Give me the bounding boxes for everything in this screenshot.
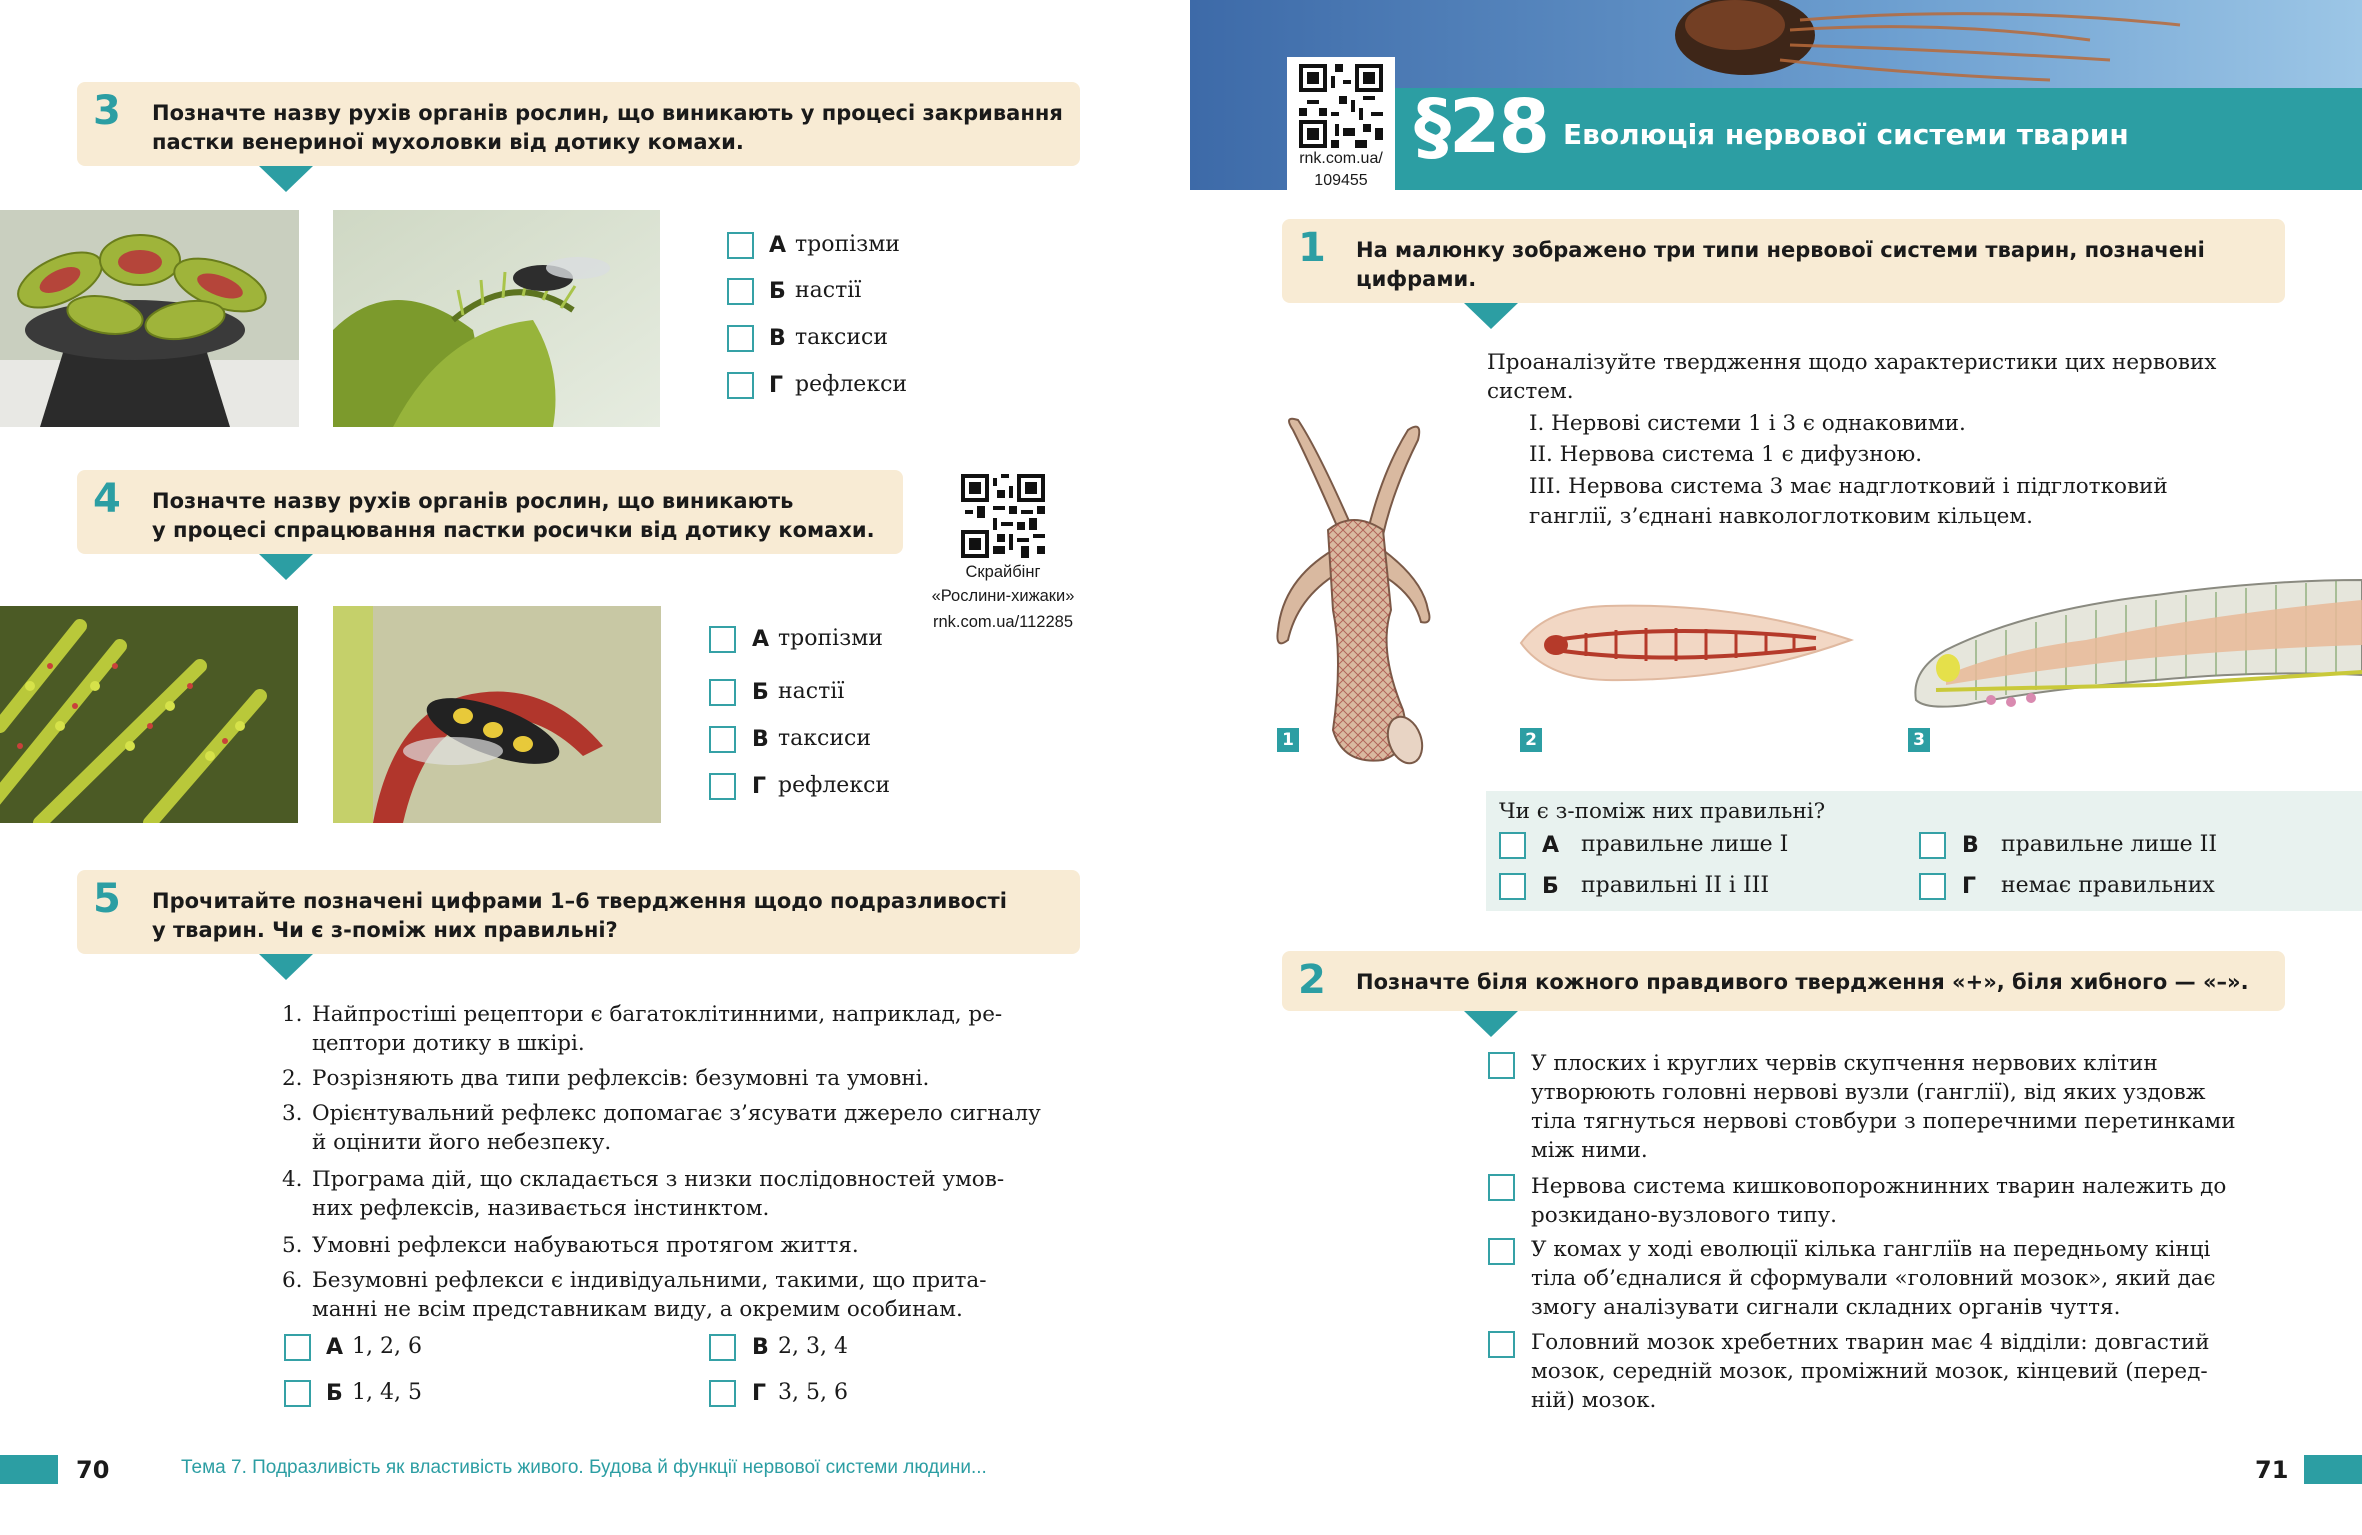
task5-option-c-letter: В xyxy=(752,1335,769,1360)
task4-option-c-text: таксиси xyxy=(778,726,872,751)
task3-option-d-checkbox[interactable] xyxy=(727,372,754,399)
task2-statement-1: У плоских і круглих червів скупчення нервових клітин утворюють головні нервові вузли (ганглії), від яких уздовж тіла тягнуться нервові стовбури з поперечними перетинками між ними. xyxy=(1531,1051,2236,1163)
task1-text-line2: цифрами. xyxy=(1356,267,1477,291)
section-number: §28 xyxy=(1414,84,1548,170)
statement-5: 5. Умовні рефлекси набуваються протягом життя. xyxy=(282,1233,859,1258)
task3-text-line2: пастки венериної мухоловки від дотику комахи. xyxy=(152,130,744,154)
task3-option-c-checkbox[interactable] xyxy=(727,325,754,352)
task5-text-line2: у тварин. Чи є з-поміж них правильні? xyxy=(152,918,618,942)
task3-option-c-letter: В xyxy=(769,326,786,351)
task5-option-b-letter: Б xyxy=(326,1381,343,1406)
task5-option-a-letter: А xyxy=(326,1335,344,1360)
statement-2: 2. Розрізняють два типи рефлексів: безумовні та умовні. xyxy=(282,1066,930,1091)
task1-pointer xyxy=(1464,303,1518,329)
task3-text-line1: Позначте назву рухів органів рослин, що виникають у процесі закривання xyxy=(152,101,1063,125)
task1-option-a-letter: А xyxy=(1542,833,1560,858)
qr-caption-1: Скрайбінг xyxy=(965,563,1041,581)
task5-pointer xyxy=(259,954,313,980)
task4-option-c-letter: В xyxy=(752,727,769,752)
footer-bar-right xyxy=(2304,1455,2362,1484)
task1-option-b-checkbox[interactable] xyxy=(1499,873,1526,900)
sundew-insect-photo xyxy=(333,606,661,823)
task1-option-d-text: немає правильних xyxy=(2001,873,2215,898)
earthworm-nervous-system-figure xyxy=(1906,560,2362,720)
task1-intro-line1: Проаналізуйте твердження щодо характеристики цих нервових xyxy=(1487,350,2217,375)
statement-4: 4. Програма дій, що складається з низки послідовностей умов- них рефлексів, називається інстинктом. xyxy=(282,1167,1005,1221)
task3-option-b-letter: Б xyxy=(769,279,786,304)
task1-option-d-checkbox[interactable] xyxy=(1919,873,1946,900)
task4-option-c-checkbox[interactable] xyxy=(709,726,736,753)
task3-pointer xyxy=(259,166,313,192)
task1-option-c-text: правильне лише II xyxy=(2001,832,2218,857)
task4-text-line1: Позначте назву рухів органів рослин, що виникають xyxy=(152,489,794,513)
task4-option-d-letter: Г xyxy=(752,774,767,799)
task3-option-a-text: тропізми xyxy=(795,232,900,257)
header-qr-url-line2[interactable]: 109455 xyxy=(1314,172,1368,189)
venus-flytrap-photo xyxy=(0,210,299,427)
qr-caption-2: «Рослини-хижаки» xyxy=(931,587,1075,605)
task2-statement-3-checkbox[interactable] xyxy=(1488,1238,1515,1265)
figure-label-2: 2 xyxy=(1520,728,1542,752)
task5-option-d-text: 3, 5, 6 xyxy=(778,1380,848,1405)
qr-caption-3[interactable]: rnk.com.ua/112285 xyxy=(932,613,1074,631)
page-number-right: 71 xyxy=(2255,1456,2289,1484)
task5-option-b-checkbox[interactable] xyxy=(284,1380,311,1407)
task1-statement-3: III. Нервова система 3 має надглотковий і підглотковий xyxy=(1529,474,2168,499)
task1-option-b-letter: Б xyxy=(1542,874,1559,899)
task1-statement-3-cont: ганглії, з’єднані навкологлотковим кільцем. xyxy=(1529,504,2033,529)
task5-number: 5 xyxy=(93,876,121,922)
task1-option-a-checkbox[interactable] xyxy=(1499,832,1526,859)
page-number-left: 70 xyxy=(76,1456,110,1484)
task4-option-b-text: настії xyxy=(778,679,845,704)
task4-option-d-text: рефлекси xyxy=(778,773,891,798)
task2-statement-2-checkbox[interactable] xyxy=(1488,1174,1515,1201)
hydra-nervous-system-figure xyxy=(1273,410,1443,770)
task1-text-line1: На малюнку зображено три типи нервової системи тварин, позначені xyxy=(1356,238,2205,262)
task2-statement-1-checkbox[interactable] xyxy=(1488,1052,1515,1079)
header-qr-url-line1[interactable]: rnk.com.ua/ xyxy=(1299,150,1383,167)
task5-option-d-letter: Г xyxy=(752,1381,767,1406)
task3-option-d-letter: Г xyxy=(769,373,784,398)
figure-label-1: 1 xyxy=(1277,728,1299,752)
chapter-title: Еволюція нервової системи тварин xyxy=(1563,118,2129,151)
task1-question: Чи є з-поміж них правильні? xyxy=(1499,799,1826,824)
statement-1: 1. Найпростіші рецептори є багатоклітинними, наприклад, ре- цептори дотику в шкірі. xyxy=(282,1002,1003,1056)
task2-text: Позначте біля кожного правдивого твердження «+», біля хибного — «–». xyxy=(1356,970,2249,994)
footer-bar-left xyxy=(0,1455,58,1484)
task1-option-b-text: правильні II і III xyxy=(1581,873,1770,898)
task1-statement-2: II. Нервова система 1 є дифузною. xyxy=(1529,442,1923,467)
task5-option-a-checkbox[interactable] xyxy=(284,1334,311,1361)
task4-pointer xyxy=(259,554,313,580)
task4-option-b-checkbox[interactable] xyxy=(709,679,736,706)
task5-option-b-text: 1, 4, 5 xyxy=(352,1380,422,1405)
planarian-nervous-system-figure xyxy=(1516,588,1856,698)
qr-code-scribing[interactable] xyxy=(961,474,1045,558)
task2-statement-3: У комах у ході еволюції кілька гангліїв на передньому кінці тіла об’єдналися й сформували «головний мозок», який дає змогу аналізувати сигнали складних органів чуття. xyxy=(1531,1237,2216,1320)
task2-statement-4-checkbox[interactable] xyxy=(1488,1331,1515,1358)
task5-option-d-checkbox[interactable] xyxy=(709,1380,736,1407)
task1-statement-1: I. Нервові системи 1 і 3 є однаковими. xyxy=(1529,411,1966,436)
sundew-photo xyxy=(0,606,298,823)
task4-option-d-checkbox[interactable] xyxy=(709,773,736,800)
task4-option-a-letter: А xyxy=(752,627,770,652)
right-page xyxy=(1181,0,2362,1535)
flytrap-fly-photo xyxy=(333,210,660,427)
task3-option-a-letter: А xyxy=(769,233,787,258)
task2-pointer xyxy=(1464,1011,1518,1037)
task5-option-a-text: 1, 2, 6 xyxy=(352,1334,422,1359)
task3-number: 3 xyxy=(93,88,121,134)
task4-text-line2: у процесі спрацювання пастки росички від дотику комахи. xyxy=(152,518,875,542)
footer-theme: Тема 7. Подразливість як властивість живого. Будова й функції нервової системи людини... xyxy=(181,1457,987,1478)
task5-statements xyxy=(282,1000,1082,1320)
qr-code-chapter[interactable] xyxy=(1299,64,1383,148)
task4-option-b-letter: Б xyxy=(752,680,769,705)
task1-intro-line2: систем. xyxy=(1487,379,1574,404)
statement-6: 6. Безумовні рефлекси є індивідуальними, такими, що прита- манні не всім представникам виду, а окремим особинам. xyxy=(282,1268,987,1322)
task3-option-a-checkbox[interactable] xyxy=(727,232,754,259)
task5-option-c-checkbox[interactable] xyxy=(709,1334,736,1361)
task3-option-c-text: таксиси xyxy=(795,325,889,350)
task4-option-a-text: тропізми xyxy=(778,626,883,651)
task1-option-a-text: правильне лише I xyxy=(1581,832,1789,857)
task5-option-c-text: 2, 3, 4 xyxy=(778,1334,848,1359)
task1-option-d-letter: Г xyxy=(1962,874,1977,899)
statement-3: 3. Орієнтувальний рефлекс допомагає з’ясувати джерело сигналу й оцінити його небезпеку. xyxy=(282,1101,1041,1155)
task1-option-c-checkbox[interactable] xyxy=(1919,832,1946,859)
task1-number: 1 xyxy=(1298,225,1326,271)
task2-statement-2: Нервова система кишковопорожнинних тварин належить до розкидано-вузлового типу. xyxy=(1531,1174,2227,1228)
task3-option-b-text: настії xyxy=(795,278,862,303)
task1-option-c-letter: В xyxy=(1962,833,1979,858)
task2-number: 2 xyxy=(1298,957,1326,1003)
task2-statement-4: Головний мозок хребетних тварин має 4 відділи: довгастий мозок, середній мозок, проміжний мозок, кінцевий (перед- ній) мозок. xyxy=(1531,1330,2210,1413)
figure-label-3: 3 xyxy=(1908,728,1930,752)
task4-number: 4 xyxy=(93,476,121,522)
task3-option-d-text: рефлекси xyxy=(795,372,908,397)
task5-text-line1: Прочитайте позначені цифрами 1–6 твердження щодо подразливості xyxy=(152,889,1007,913)
task4-option-a-checkbox[interactable] xyxy=(709,626,736,653)
task3-option-b-checkbox[interactable] xyxy=(727,278,754,305)
